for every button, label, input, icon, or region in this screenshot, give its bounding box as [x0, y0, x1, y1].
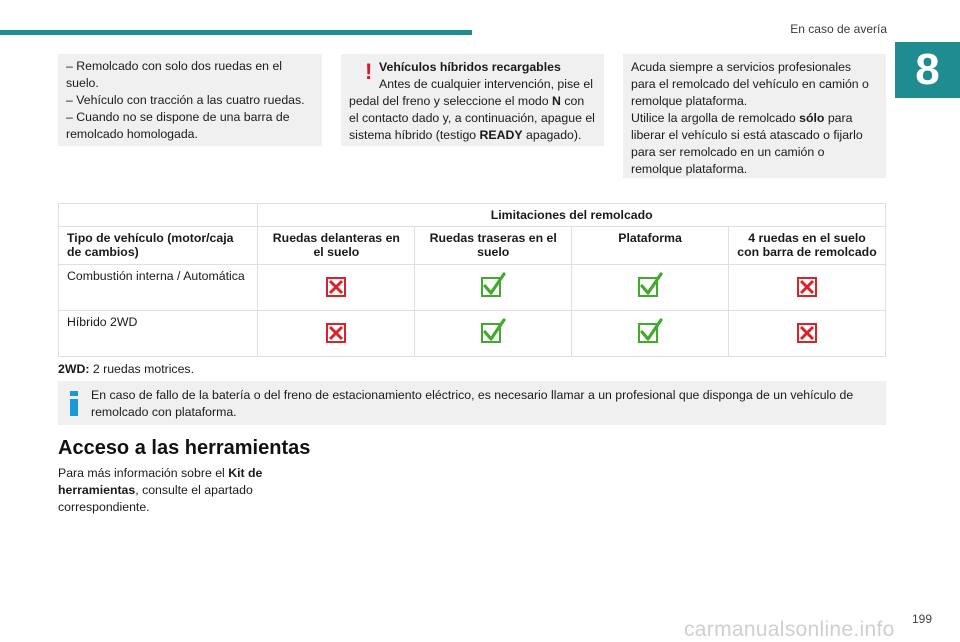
note-term: 2WD:: [58, 362, 90, 376]
mark-cell: [258, 311, 415, 357]
cross-icon: [322, 318, 350, 346]
emphasis-solo: sólo: [799, 111, 825, 125]
mark-cell: [572, 265, 729, 311]
col-header-platform: Plataforma: [572, 227, 729, 265]
check-icon: [479, 318, 507, 346]
mark-cell: [729, 311, 886, 357]
watermark: carmanualsonline.info: [684, 618, 895, 641]
ready-label: READY: [479, 128, 523, 142]
condition-line: – Remolcado con solo dos ruedas en el suelo.: [66, 59, 283, 90]
text-part: Para más información sobre el: [58, 466, 229, 480]
warning-title: Vehículos híbridos recargables: [379, 60, 561, 74]
towing-conditions-box: [58, 54, 322, 146]
info-text: En caso de fallo de la batería o del freno de estacionamiento eléctrico, es necesario llamar a un profesional que disponga de un vehículo de remolcado con plataforma.: [91, 388, 854, 419]
mark-cell: [729, 265, 886, 311]
table-row: [59, 311, 886, 357]
mark-cell: [572, 311, 729, 357]
mark-cell: [415, 311, 572, 357]
tool-kit-link-text: Kit de herramientas: [58, 466, 263, 497]
condition-line: – Cuando no se dispone de una barra de remolcado homologada.: [66, 110, 290, 141]
professional-services-box: [623, 54, 886, 178]
towing-eye-text: [631, 110, 878, 178]
hybrid-warning-box: [341, 54, 604, 146]
col-header-four-wheels: 4 ruedas en el suelo con barra de remolcado: [729, 227, 886, 265]
services-text: Acuda siempre a servicios profesionales para el remolcado del vehículo en camión o remolque plataforma.: [631, 60, 869, 108]
mode-label: N: [552, 94, 561, 108]
warning-text: [349, 76, 596, 144]
mark-cell: [415, 265, 572, 311]
page-number: 199: [912, 612, 933, 626]
info-box: [58, 381, 886, 425]
tools-paragraph: [58, 465, 298, 516]
warning-text-part: apagado).: [522, 128, 582, 142]
warning-text-part: con el contacto dado y, a continuación, apague el sistema híbrido (testigo: [349, 94, 595, 142]
warning-text-part: Antes de cualquier intervención, pise el pedal del freno y seleccione el modo: [349, 77, 593, 108]
info-icon: [70, 391, 78, 416]
note-text: 2 ruedas motrices.: [89, 362, 194, 376]
towing-limitations-table: [58, 203, 886, 357]
check-icon: [636, 272, 664, 300]
col-header-front-wheels: Ruedas delanteras en el suelo: [258, 227, 415, 265]
col-header-rear-wheels: Ruedas traseras en el suelo: [415, 227, 572, 265]
row-label: Combustión interna / Automática: [59, 265, 258, 311]
abbreviation-note: [58, 362, 194, 376]
check-icon: [479, 272, 507, 300]
check-icon: [636, 318, 664, 346]
table-title: Limitaciones del remolcado: [258, 204, 886, 227]
text-part: Utilice la argolla de remolcado: [631, 111, 800, 125]
chapter-number-tab: 8: [895, 42, 960, 98]
col-header-vehicle-type: Tipo de vehículo (motor/caja de cambios): [59, 227, 258, 265]
cross-icon: [322, 272, 350, 300]
cross-icon: [793, 318, 821, 346]
warning-icon: !: [365, 59, 373, 84]
cross-icon: [793, 272, 821, 300]
table-corner-cell: [59, 204, 258, 227]
text-part: para liberar el vehículo si está atascado o fijarlo para ser remolcado en un camión o remolque plataforma.: [631, 111, 863, 176]
row-label: Híbrido 2WD: [59, 311, 258, 357]
section-title: En caso de avería: [790, 22, 887, 36]
condition-line: – Vehículo con tracción a las cuatro ruedas.: [66, 93, 305, 107]
text-part: , consulte el apartado correspondiente.: [58, 483, 253, 514]
mark-cell: [258, 265, 415, 311]
header-accent-bar: [0, 30, 472, 35]
table-row: [59, 265, 886, 311]
section-heading: Acceso a las herramientas: [58, 437, 311, 459]
